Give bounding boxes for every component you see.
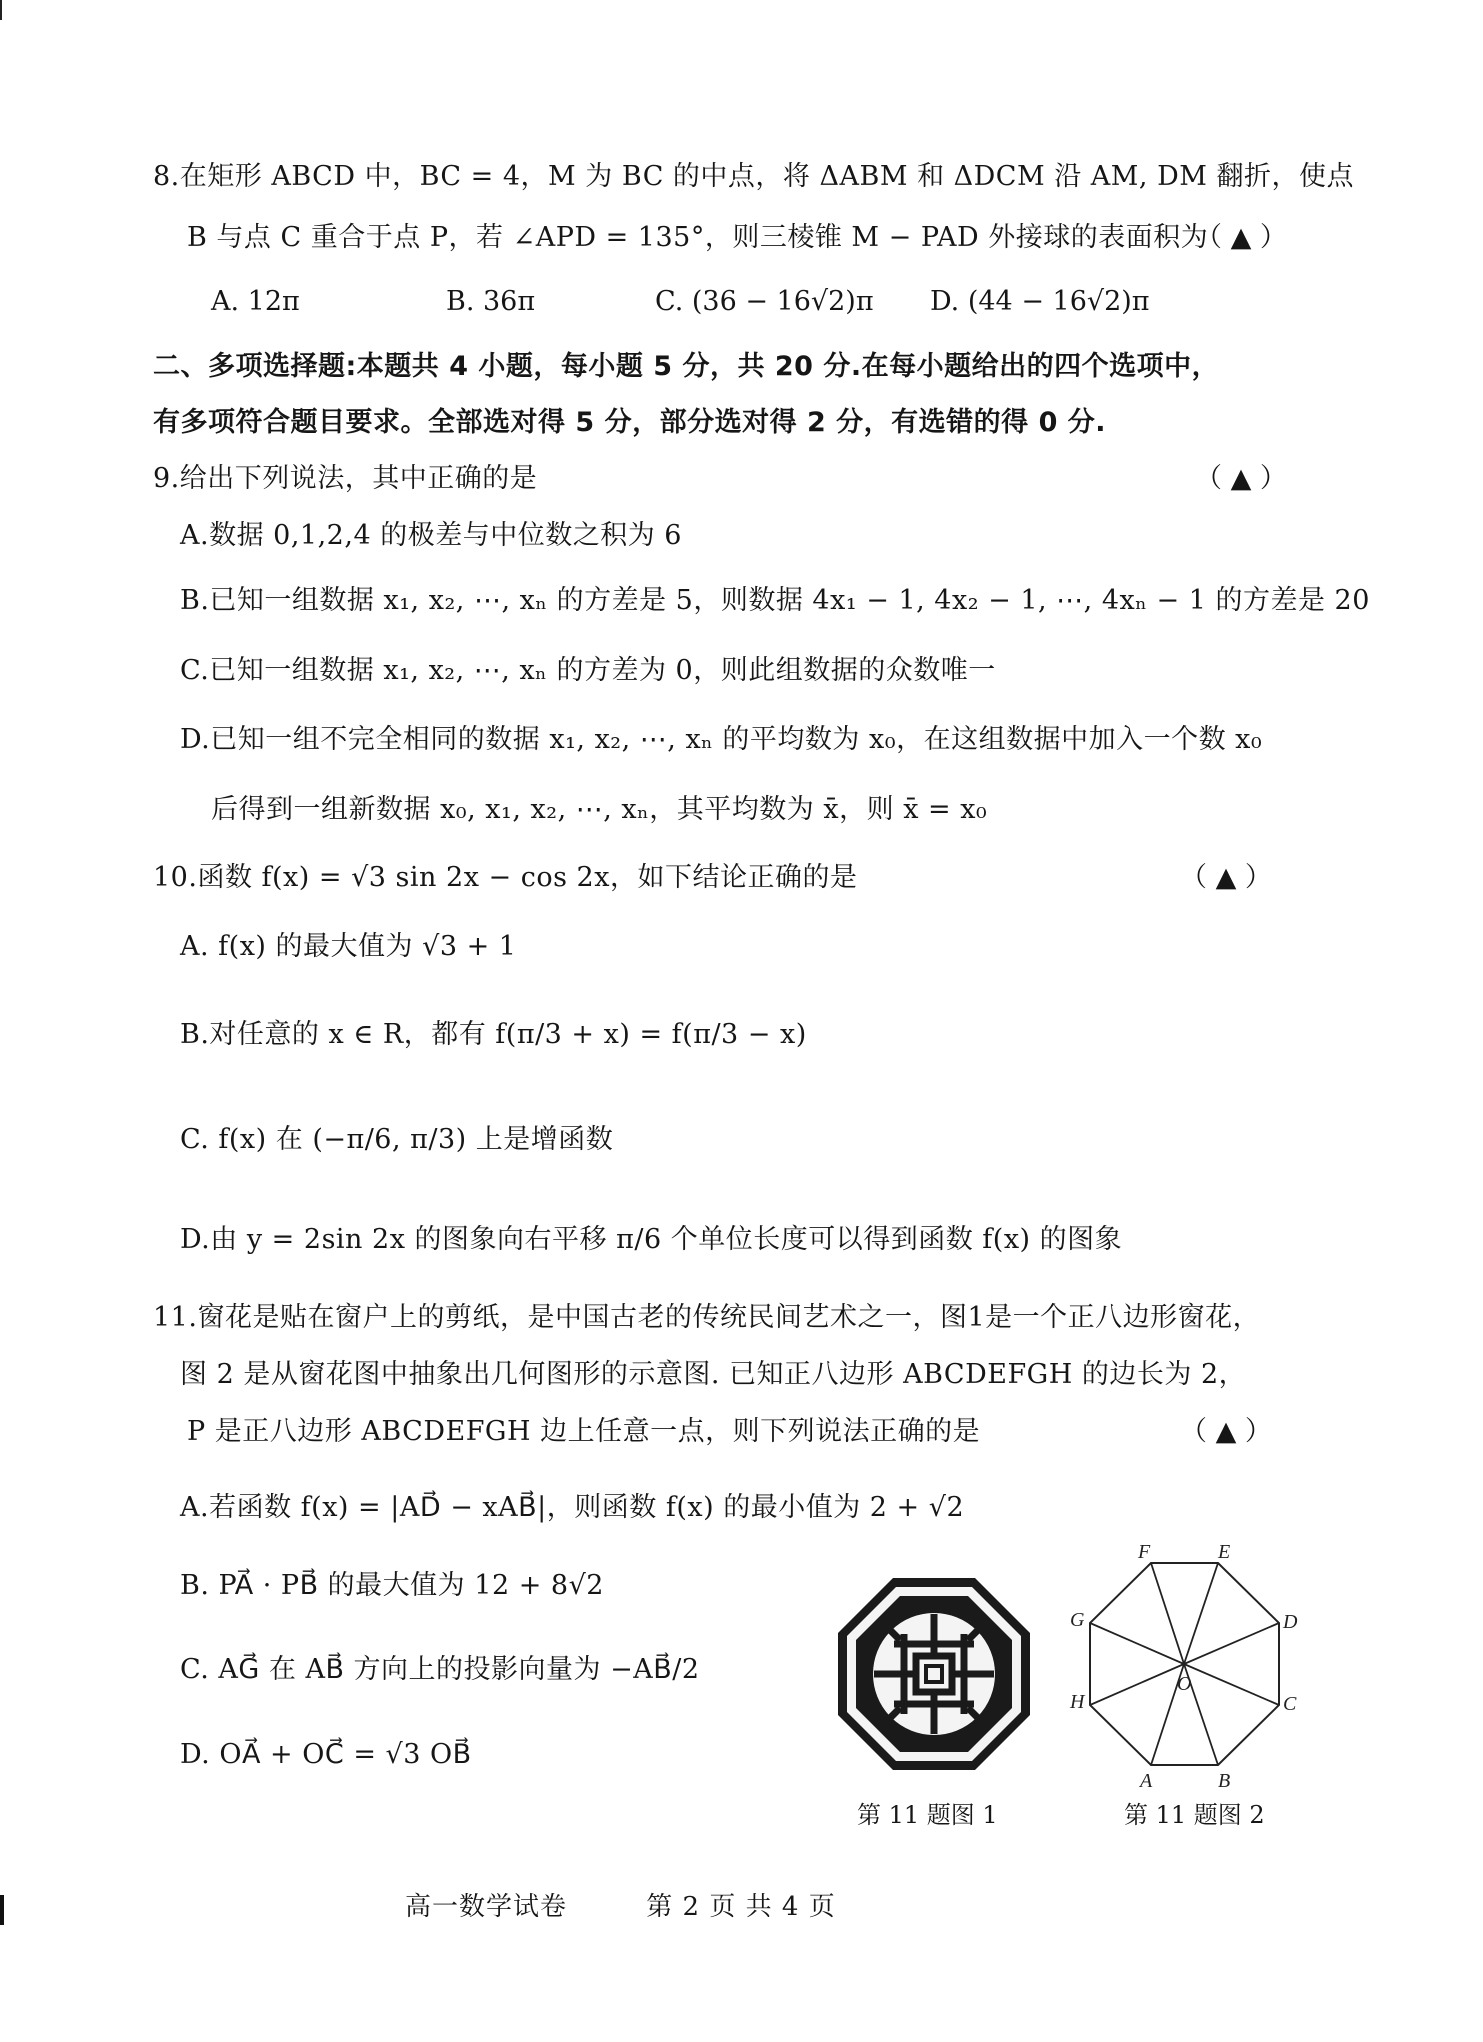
q11-option-a: A.若函数 f(x) = |AD⃗ − xAB⃗|，则函数 f(x) 的最小值为 2 + √2 [180,1492,965,1523]
q11-stem-line2: 图 2 是从窗花图中抽象出几何图形的示意图. 已知正八边形 ABCDEFGH 的边长为 2， [180,1359,1247,1390]
footer-subject: 高一数学试卷 [405,1892,568,1922]
vertex-label-b: B [1218,1770,1231,1790]
q11-option-d: D. OA⃗ + OC⃗ = √3 OB⃗ [180,1739,472,1770]
q9-option-b: B.已知一组数据 x₁, x₂, ⋯, xₙ 的方差是 5，则数据 4x₁ − 1, 4x₂ − 1, ⋯, 4xₙ − 1 的方差是 20 [180,585,1370,616]
section2-instruction-line2: 有多项符合题目要求。全部选对得 5 分，部分选对得 2 分，有选错的得 0 分. [153,407,1107,438]
q11-option-b: B. PA⃗ · PB⃗ 的最大值为 12 + 8√2 [180,1570,604,1601]
octagon-diagram [1060,1540,1310,1790]
q8-stem-line2: B 与点 C 重合于点 P，若 ∠APD = 135°，则三棱锥 M − PAD 外接球的表面积为 [187,222,1209,253]
vertex-label-a: A [1140,1770,1153,1790]
q8-choice-a: A. 12π [211,286,300,317]
q10-option-b: B.对任意的 x ∈ R，都有 f(π/3 + x) = f(π/3 − x) [180,1019,807,1050]
figure2-caption: 第 11 题图 2 [1124,1801,1265,1829]
q9-option-d-line2: 后得到一组新数据 x₀, x₁, x₂, ⋯, xₙ，其平均数为 x̄，则 x̄ = x₀ [211,794,988,825]
q10-stem: 10.函数 f(x) = √3 sin 2x − cos 2x，如下结论正确的是 [153,862,858,893]
q10-option-c: C. f(x) 在 (−π/6, π/3) 上是增函数 [180,1124,614,1155]
q8-answer-mark: （ ▲ ） [1195,222,1287,253]
q10-option-a: A. f(x) 的最大值为 √3 + 1 [180,931,517,962]
q11-stem-line3: P 是正八边形 ABCDEFGH 边上任意一点，则下列说法正确的是 [187,1416,981,1447]
scan-edge-mark [0,1895,4,1925]
q10-option-d: D.由 y = 2sin 2x 的图象向右平移 π/6 个单位长度可以得到函数 f(x) 的图象 [180,1224,1123,1255]
q9-option-a: A.数据 0,1,2,4 的极差与中位数之积为 6 [180,520,682,551]
vertex-label-e: E [1218,1541,1231,1563]
q8-choice-b: B. 36π [446,286,536,317]
q8-stem-line1: 8.在矩形 ABCD 中，BC = 4，M 为 BC 的中点，将 ΔABM 和 ΔDCM 沿 AM, DM 翻折，使点 [153,161,1354,192]
vertex-label-f: F [1138,1541,1151,1563]
vertex-label-g: G [1070,1609,1085,1631]
q8-choice-d: D. (44 − 16√2)π [930,286,1150,317]
q9-option-d-line1: D.已知一组不完全相同的数据 x₁, x₂, ⋯, xₙ 的平均数为 x₀，在这组数据中加入一个数 x₀ [180,724,1263,755]
q9-answer-mark: （ ▲ ） [1195,463,1287,494]
q9-option-c: C.已知一组数据 x₁, x₂, ⋯, xₙ 的方差为 0，则此组数据的众数唯一 [180,655,996,686]
figure1-caption: 第 11 题图 1 [857,1801,998,1829]
q8-choice-c: C. (36 − 16√2)π [655,286,874,317]
page-footer [405,1890,906,1924]
section2-instruction-line1: 二、多项选择题:本题共 4 小题，每小题 5 分，共 20 分.在每小题给出的四个选项中， [153,351,1220,382]
scan-corner-mark [0,0,2,20]
q11-option-c: C. AG⃗ 在 AB⃗ 方向上的投影向量为 −AB⃗/2 [180,1654,700,1685]
vertex-label-c: C [1283,1693,1297,1715]
footer-page-number: 第 2 页 共 4 页 [646,1892,836,1922]
q9-stem: 9.给出下列说法，其中正确的是 [153,463,538,494]
q10-answer-mark: （ ▲ ） [1180,862,1272,893]
vertex-label-d: D [1283,1611,1298,1633]
window-flower-figure [834,1574,1034,1774]
q11-stem-line1: 11.窗花是贴在窗户上的剪纸，是中国古老的传统民间艺术之一，图1是一个正八边形窗花， [153,1302,1261,1333]
q11-answer-mark: （ ▲ ） [1180,1416,1272,1447]
center-label-o: O [1177,1673,1192,1695]
vertex-label-h: H [1070,1691,1085,1713]
